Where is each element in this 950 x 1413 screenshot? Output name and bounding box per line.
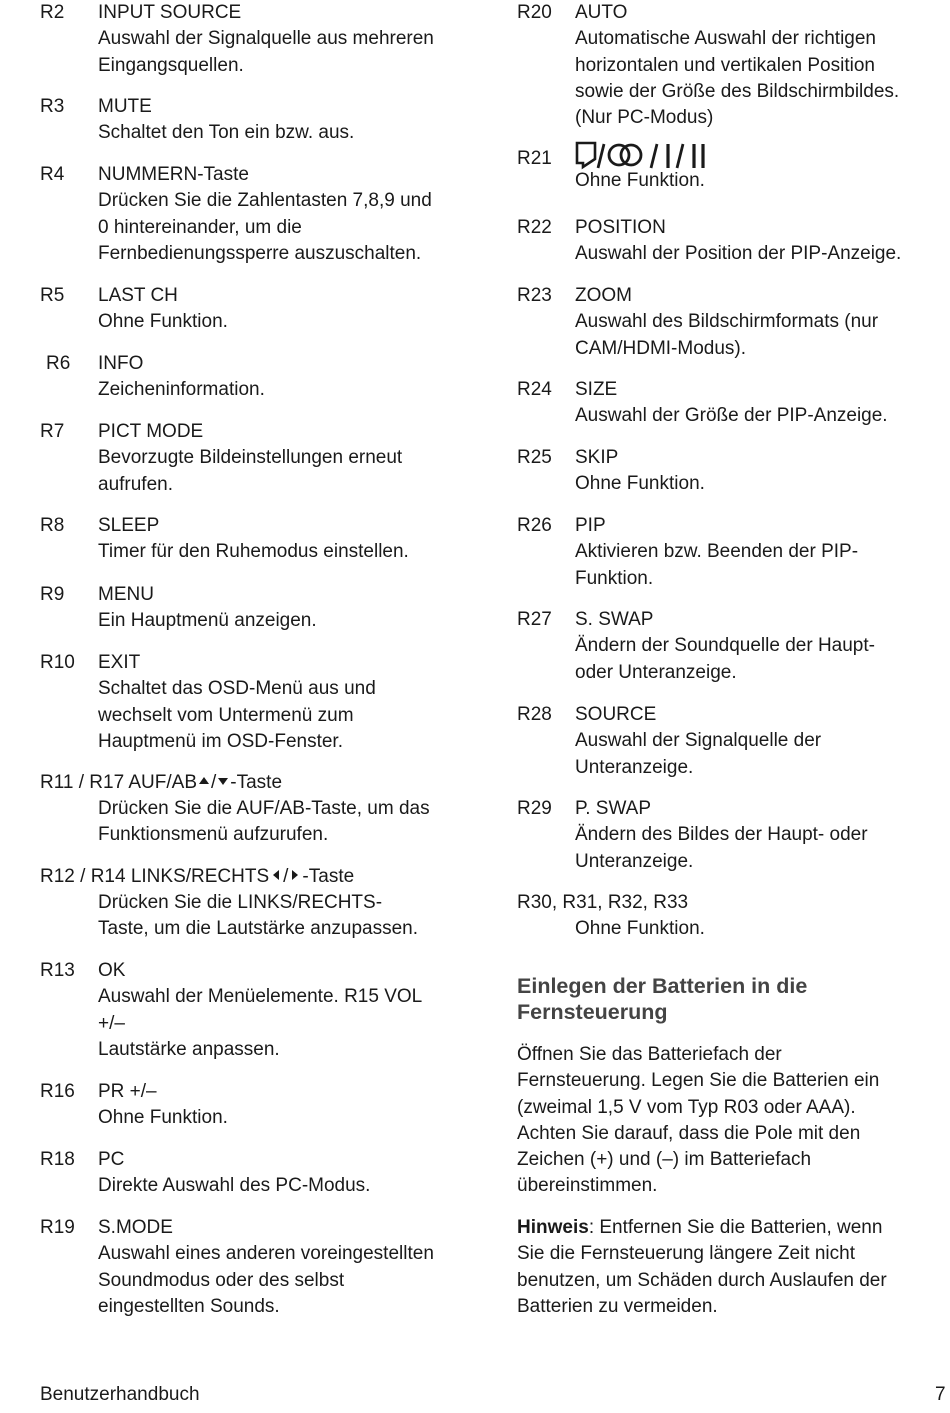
entry-title: PICT MODE (98, 421, 204, 442)
triangle-left-icon (270, 869, 282, 881)
entry-heading (40, 770, 282, 796)
entry-title: POSITION (575, 217, 666, 238)
entry-code: R20 (517, 2, 552, 23)
entry-body (575, 0, 947, 131)
entry-desc: Auswahl der Position der PIP-Anzeige. (575, 243, 902, 265)
entry-desc: Auswahl der Signalquelle der (575, 730, 822, 752)
entry-desc: Lautstärke anpassen. (98, 1038, 280, 1060)
entry-desc: Funktionsmenü aufzurufen. (98, 824, 329, 846)
entry-desc: Fernbedienungssperre auszuschalten. (98, 242, 422, 264)
entry-title: SKIP (575, 447, 619, 468)
section-title-line: Fernsteuerung (517, 1000, 668, 1024)
entry-code: R13 (40, 960, 75, 981)
entry-body (575, 702, 947, 781)
entry-body (575, 283, 947, 362)
entry-desc: Auswahl der Größe der PIP-Anzeige. (575, 405, 888, 427)
entry-desc: CAM/HDMI-Modus). (575, 337, 747, 359)
entry-code: R6 (46, 353, 71, 374)
entry-title: NUMMERN-Taste (98, 164, 249, 185)
hint-note (517, 1215, 937, 1320)
entry-desc: Zeicheninformation. (98, 379, 265, 401)
entry-title: INPUT SOURCE (98, 2, 242, 23)
entry-desc: Ohne Funktion. (98, 1107, 228, 1129)
battery-instructions (517, 1042, 937, 1200)
entry-title: PC (98, 1149, 125, 1170)
entry-desc: Drücken Sie die Zahlentasten 7,8,9 und (98, 190, 432, 212)
entry-body (98, 94, 478, 147)
entry-title: ZOOM (575, 285, 632, 306)
entry-desc: Ohne Funktion. (575, 473, 705, 495)
hint-text: : Entfernen Sie die Batterien, wenn (588, 1217, 883, 1238)
entry-desc: 0 hintereinander, um die (98, 216, 302, 238)
paragraph-line: Fernsteuerung. Legen Sie die Batterien ein (517, 1070, 880, 1092)
entry-desc: sowie der Größe des Bildschirmbildes. (575, 80, 900, 102)
entry-code: R8 (40, 515, 65, 536)
page-number: 7 (935, 1384, 946, 1405)
paragraph-line: Sie die Fernsteuerung längere Zeit nicht (517, 1243, 855, 1265)
entry-code: R23 (517, 285, 552, 306)
section-title-line: Einlegen der Batterien in die (517, 974, 808, 998)
entry-code: R12 / R14 LINKS/RECHTS (40, 866, 270, 887)
entry-desc: Unteranzeige. (575, 756, 694, 778)
entry-desc: Direkte Auswahl des PC-Modus. (98, 1175, 371, 1197)
entry-code: R25 (517, 447, 552, 468)
entry-code: R18 (40, 1149, 75, 1170)
entry-desc: Auswahl eines anderen voreingestellten (98, 1243, 434, 1265)
entry-title: S.MODE (98, 1217, 173, 1238)
entry-body (575, 916, 947, 942)
entry-body (98, 582, 478, 635)
entry-desc: horizontalen und vertikalen Position (575, 54, 875, 76)
entry-title: P. SWAP (575, 798, 652, 819)
entry-desc: wechselt vom Untermenü zum (98, 704, 354, 726)
entry-title: SIZE (575, 379, 618, 400)
entry-desc: Automatische Auswahl der richtigen (575, 28, 876, 50)
entry-code: R9 (40, 584, 65, 605)
entry-body (98, 351, 478, 404)
entry-body (98, 283, 478, 336)
entry-title: SOURCE (575, 704, 657, 725)
entry-body (575, 377, 947, 430)
entry-body (98, 419, 478, 498)
paragraph-line: übereinstimmen. (517, 1175, 658, 1197)
entry-desc: Auswahl der Menüelemente. R15 VOL (98, 986, 423, 1008)
entry-desc: Bevorzugte Bildeinstellungen erneut (98, 447, 403, 469)
mts-dual-mono-icon (575, 141, 715, 171)
entry-desc: aufrufen. (98, 473, 173, 495)
entry-desc: Aktivieren bzw. Beenden der PIP- (575, 541, 859, 563)
triangle-up-icon (198, 776, 210, 786)
entry-desc: Ohne Funktion. (98, 311, 228, 333)
entry-desc: Timer für den Ruhemodus einstellen. (98, 541, 409, 563)
entry-body (98, 1147, 478, 1200)
entry-code: R21 (517, 148, 552, 169)
hint-first-line (517, 1215, 937, 1241)
paragraph-line: Zeichen (+) und (–) im Batteriefach (517, 1149, 812, 1171)
entry-body (575, 215, 947, 268)
triangle-down-icon (217, 776, 229, 786)
entry-title: LAST CH (98, 285, 178, 306)
entry-title: SLEEP (98, 515, 160, 536)
entry-desc: +/– (98, 1012, 125, 1034)
entry-desc: oder Unteranzeige. (575, 661, 737, 683)
entry-code: R16 (40, 1081, 75, 1102)
entry-title: MENU (98, 584, 154, 605)
paragraph-line: Batterien zu vermeiden. (517, 1295, 718, 1317)
entry-body (98, 650, 478, 755)
entry-desc: Ändern der Soundquelle der Haupt- (575, 635, 875, 657)
separator: / (283, 866, 289, 887)
separator: / (211, 772, 217, 793)
paragraph-line: (zweimal 1,5 V vom Typ R03 oder AAA). (517, 1096, 856, 1118)
section-title (517, 973, 807, 1025)
entry-suffix: -Taste (302, 866, 355, 887)
entry-body (575, 513, 947, 592)
entry-title: PIP (575, 515, 606, 536)
entry-desc: Unteranzeige. (575, 850, 694, 872)
entry-code: R7 (40, 421, 65, 442)
entry-desc: Taste, um die Lautstärke anzupassen. (98, 918, 419, 940)
entry-desc: Drücken Sie die AUF/AB-Taste, um das (98, 798, 430, 819)
entry-title: OK (98, 960, 126, 981)
entry-title: INFO (98, 353, 144, 374)
triangle-right-icon (289, 869, 301, 881)
entry-title: MUTE (98, 96, 152, 117)
entry-code: R24 (517, 379, 552, 400)
entry-desc: eingestellten Sounds. (98, 1295, 280, 1317)
entry-code: R19 (40, 1217, 75, 1238)
entry-body (575, 146, 947, 195)
entry-code: R22 (517, 217, 552, 238)
paragraph-line: Achten Sie darauf, dass die Pole mit den (517, 1122, 861, 1144)
entry-suffix: -Taste (230, 772, 283, 793)
entry-code: R5 (40, 285, 65, 306)
entry-heading: R30, R31, R32, R33 (517, 892, 689, 913)
hint-label: Hinweis (517, 1217, 589, 1238)
entry-body (98, 958, 478, 1063)
entry-body (575, 796, 947, 875)
entry-desc: (Nur PC-Modus) (575, 107, 714, 129)
paragraph-line: benutzen, um Schäden durch Auslaufen der (517, 1269, 887, 1291)
entry-body (575, 445, 947, 498)
footer-title: Benutzerhandbuch (40, 1384, 200, 1405)
entry-desc: Schaltet das OSD-Menü aus und (98, 678, 376, 700)
entry-body (98, 1215, 478, 1320)
entry-body (575, 607, 947, 686)
entry-body (98, 796, 478, 849)
entry-body (98, 0, 478, 79)
entry-desc: Ein Hauptmenü anzeigen. (98, 610, 317, 632)
entry-desc: Ohne Funktion. (575, 170, 705, 192)
entry-body (98, 513, 478, 566)
entry-title: PR +/– (98, 1081, 157, 1102)
entry-desc: Ändern des Bildes der Haupt- oder (575, 824, 868, 846)
entry-code: R11 / R17 AUF/AB (40, 772, 197, 793)
entry-heading (40, 864, 354, 890)
entry-title: EXIT (98, 652, 141, 673)
entry-code: R2 (40, 2, 65, 23)
entry-desc: Auswahl des Bildschirmformats (nur (575, 311, 879, 333)
entry-body (98, 890, 478, 943)
entry-body (98, 162, 478, 267)
entry-desc: Hauptmenü im OSD-Fenster. (98, 730, 343, 752)
entry-body (98, 1079, 478, 1132)
entry-code: R3 (40, 96, 65, 117)
entry-title: AUTO (575, 2, 628, 23)
entry-desc: Funktion. (575, 567, 654, 589)
entry-desc: Schaltet den Ton ein bzw. aus. (98, 122, 355, 144)
entry-code: R28 (517, 704, 552, 725)
entry-desc: Soundmodus oder des selbst (98, 1269, 345, 1291)
entry-code: R4 (40, 164, 65, 185)
entry-code: R26 (517, 515, 552, 536)
entry-code: R27 (517, 609, 552, 630)
entry-desc: Eingangsquellen. (98, 54, 244, 76)
entry-title: S. SWAP (575, 609, 654, 630)
entry-code: R29 (517, 798, 552, 819)
entry-desc: Ohne Funktion. (575, 918, 705, 939)
entry-desc: Auswahl der Signalquelle aus mehreren (98, 28, 434, 50)
entry-desc: Drücken Sie die LINKS/RECHTS- (98, 892, 383, 913)
entry-code: R10 (40, 652, 75, 673)
paragraph-line: Öffnen Sie das Batteriefach der (517, 1044, 782, 1065)
